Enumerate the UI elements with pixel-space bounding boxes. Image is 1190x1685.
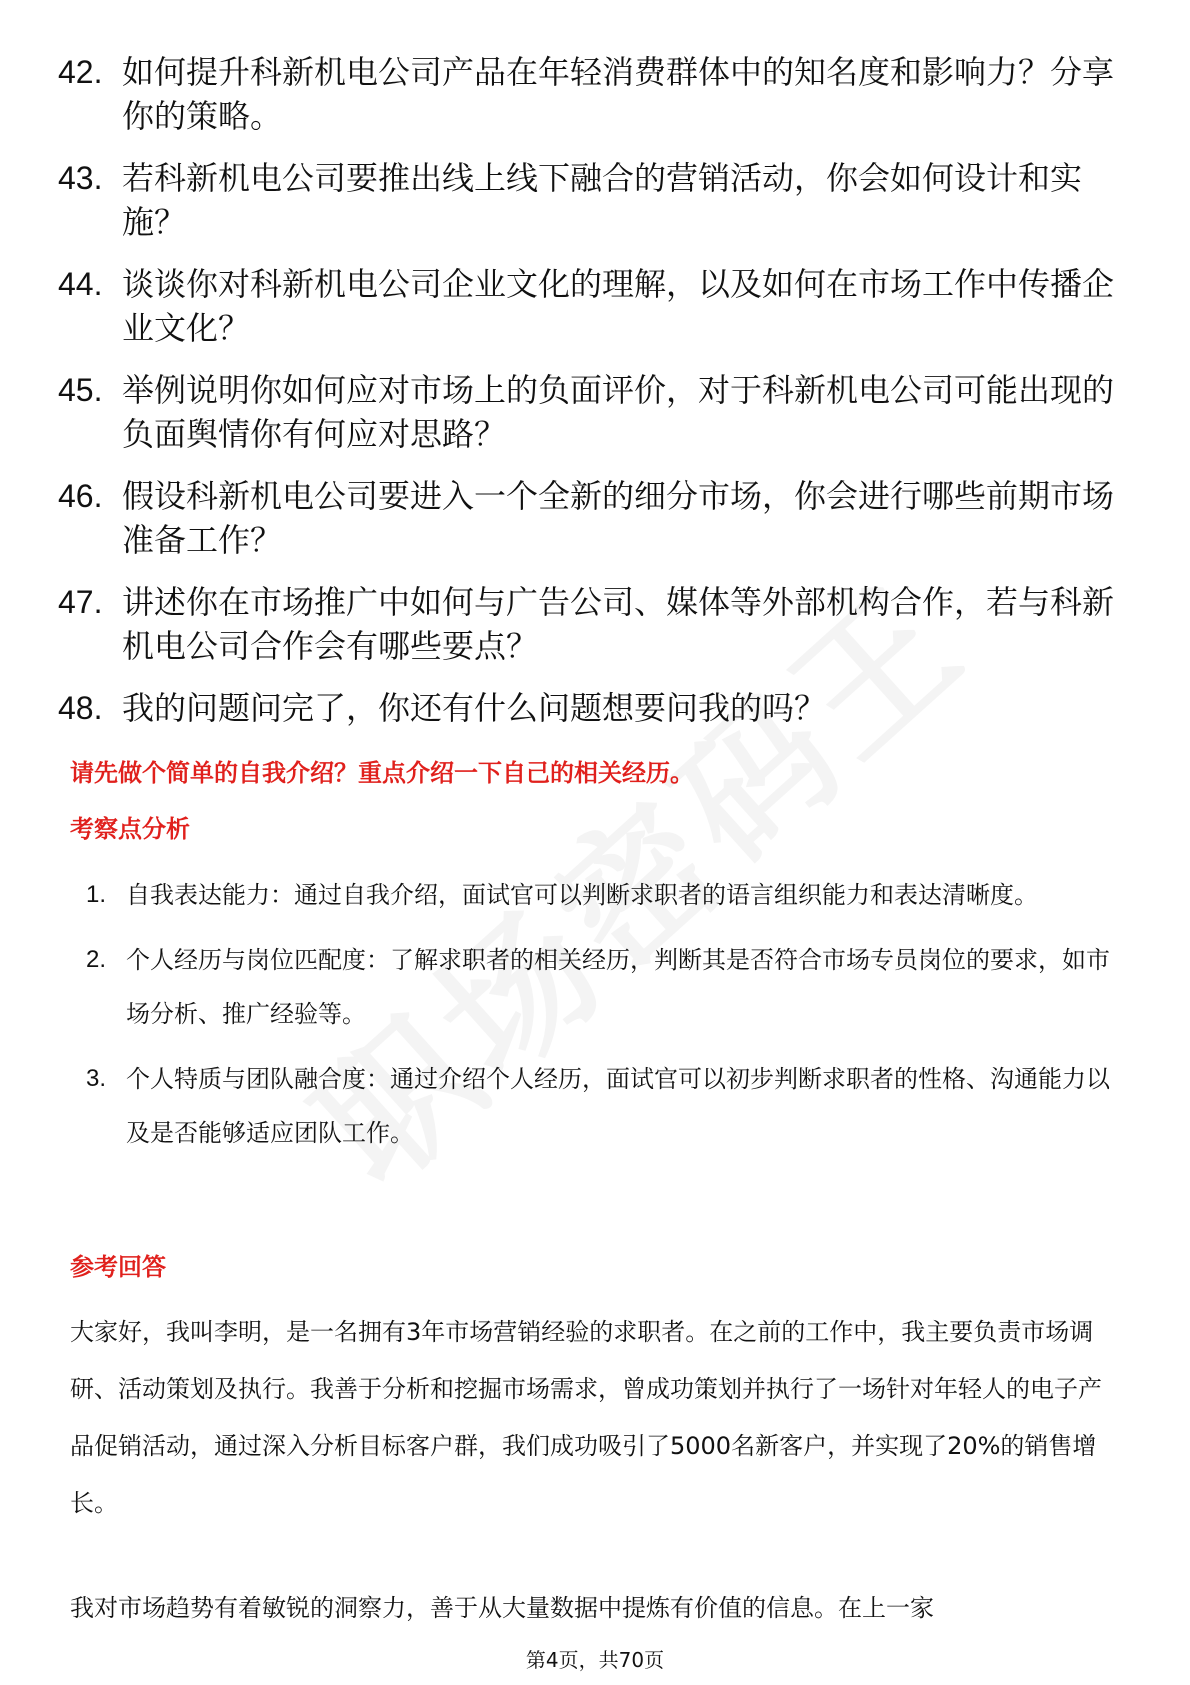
analysis-item bbox=[86, 1052, 1116, 1160]
question-text: 我的问题问完了，你还有什么问题想要问我的吗？ bbox=[122, 689, 827, 727]
question-item bbox=[58, 50, 1118, 138]
question-number: 44. bbox=[58, 266, 103, 302]
question-text: 若科新机电公司要推出线上线下融合的营销活动，你会如何设计和实施？ bbox=[122, 159, 1083, 241]
answer-body bbox=[70, 1304, 1120, 1685]
analysis-text: 自我表达能力：通过自我介绍，面试官可以判断求职者的语言组织能力和表达清晰度。 bbox=[126, 881, 1038, 909]
question-title: 请先做个简单的自我介绍？重点介绍一下自己的相关经历。 bbox=[70, 759, 694, 787]
analysis-number: 1. bbox=[86, 881, 107, 908]
question-text: 谈谈你对科新机电公司企业文化的理解，以及如何在市场工作中传播企业文化？ bbox=[122, 265, 1115, 347]
question-number: 42. bbox=[58, 54, 103, 90]
question-item bbox=[58, 474, 1118, 562]
analysis-item bbox=[86, 933, 1116, 1041]
question-number: 46. bbox=[58, 478, 103, 514]
question-item bbox=[58, 262, 1118, 350]
question-item bbox=[58, 686, 1118, 730]
question-number: 47. bbox=[58, 584, 103, 620]
question-item bbox=[58, 156, 1118, 244]
analysis-item bbox=[86, 868, 1116, 922]
question-item bbox=[58, 368, 1118, 456]
answer-paragraph: 我对市场趋势有着敏锐的洞察力，善于从大量数据中提炼有价值的信息。在上一家 bbox=[70, 1594, 934, 1622]
answer-paragraph: 大家好，我叫李明，是一名拥有3年市场营销经验的求职者。在之前的工作中，我主要负责市场调研、活动策划及执行。我善于分析和挖掘市场需求，曾成功策划并执行了一场针对年轻人的电子产品促销活动，通过深入分析目标客户群，我们成功吸引了5000名新客户，并实现了20%的销售增长。 bbox=[70, 1318, 1102, 1517]
question-number: 43. bbox=[58, 160, 103, 196]
question-text: 假设科新机电公司要进入一个全新的细分市场，你会进行哪些前期市场准备工作？ bbox=[122, 477, 1115, 559]
analysis-text: 个人经历与岗位匹配度：了解求职者的相关经历，判断其是否符合市场专员岗位的要求，如市场分析、推广经验等。 bbox=[126, 946, 1110, 1028]
question-number: 48. bbox=[58, 690, 103, 726]
analysis-number: 2. bbox=[86, 946, 107, 973]
question-item bbox=[58, 580, 1118, 668]
question-number: 45. bbox=[58, 372, 103, 408]
question-text: 举例说明你如何应对市场上的负面评价，对于科新机电公司可能出现的负面舆情你有何应对思路？ bbox=[122, 371, 1115, 453]
question-list bbox=[58, 50, 1118, 748]
page-footer: 第4页，共70页 bbox=[525, 1648, 665, 1672]
analysis-title: 考察点分析 bbox=[70, 815, 190, 843]
question-text: 如何提升科新机电公司产品在年轻消费群体中的知名度和影响力？分享你的策略。 bbox=[122, 53, 1115, 135]
analysis-number: 3. bbox=[86, 1065, 107, 1092]
analysis-text: 个人特质与团队融合度：通过介绍个人经历，面试官可以初步判断求职者的性格、沟通能力以及是否能够适应团队工作。 bbox=[126, 1065, 1110, 1147]
question-text: 讲述你在市场推广中如何与广告公司、媒体等外部机构合作，若与科新机电公司合作会有哪些要点？ bbox=[122, 583, 1115, 665]
answer-title: 参考回答 bbox=[70, 1253, 166, 1281]
analysis-list bbox=[86, 868, 1116, 1171]
